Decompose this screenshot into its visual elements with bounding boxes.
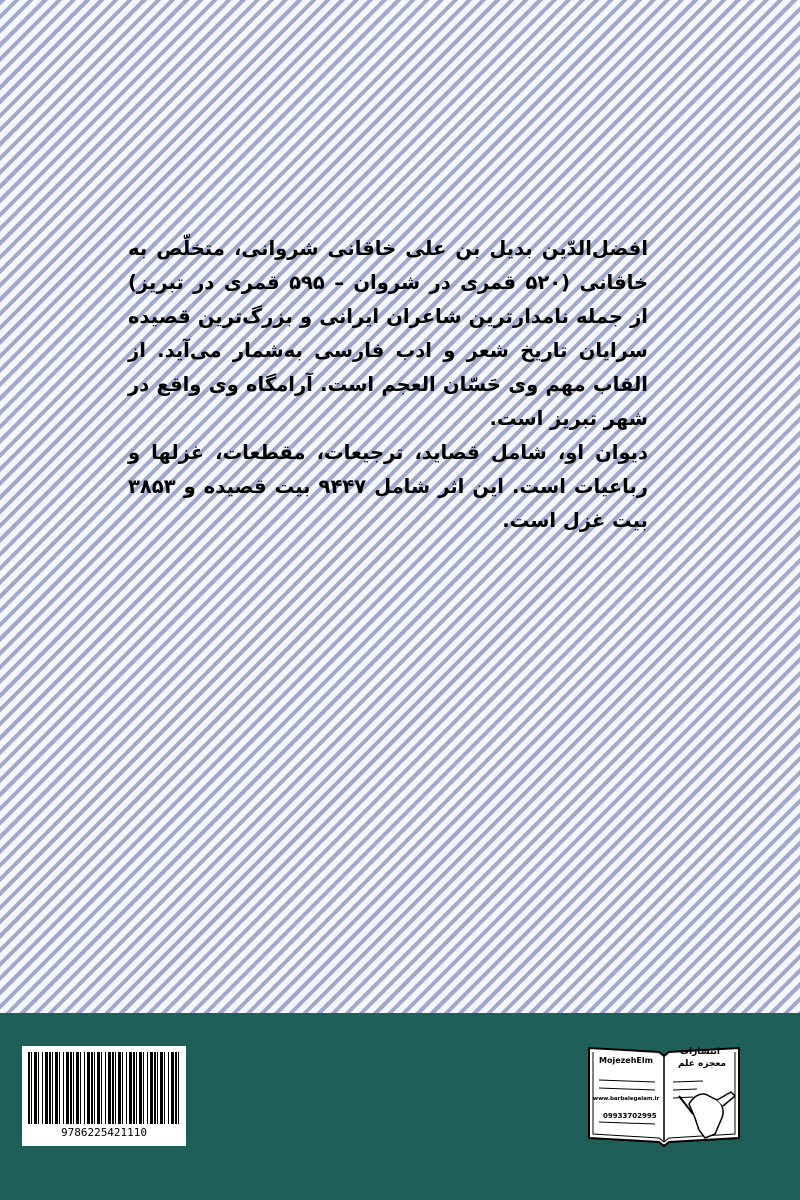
isbn-barcode xyxy=(22,1046,186,1146)
publisher-name-en: MojezehElm xyxy=(599,1056,653,1065)
barcode-bars xyxy=(28,1052,180,1124)
description-paragraph-1: افضل‌الدّین بدیل بن علی خاقانی شروانی، متخلّص به خاقانی (۵۲۰ قمری در شروان – ۵۹۵ قمری در تبریز) از جمله نامدارترین شاعران ایرانی و بزرگ‌ترین قصیده سرایان تاریخ شعر و ادب فارسی به‌شمار می‌آید. از القاب مهم وی حَسّان العجم است. آرامگاه وی واقع در شهر تبریز است. xyxy=(128,237,648,430)
publisher-name-line2: معجزه علم xyxy=(678,1059,727,1069)
book-description xyxy=(128,232,648,538)
publisher-logo xyxy=(585,1034,743,1154)
publisher-name-line1: انتشارات xyxy=(680,1047,720,1057)
publisher-website: www.barbalegalam.ir xyxy=(593,1096,660,1102)
isbn-number: 9786225421110 xyxy=(60,1126,148,1139)
description-paragraph-2: دیوان او، شامل قصاید، ترجیعات، مقطعات، غزلها و رباعیات است. این اثر شامل ۹۴۴۷ بیت قصیده و ۳۸۵۳ بیت غزل است. xyxy=(128,441,649,532)
footer-band xyxy=(0,1013,800,1200)
publisher-phone: 09933702995 xyxy=(603,1112,657,1120)
